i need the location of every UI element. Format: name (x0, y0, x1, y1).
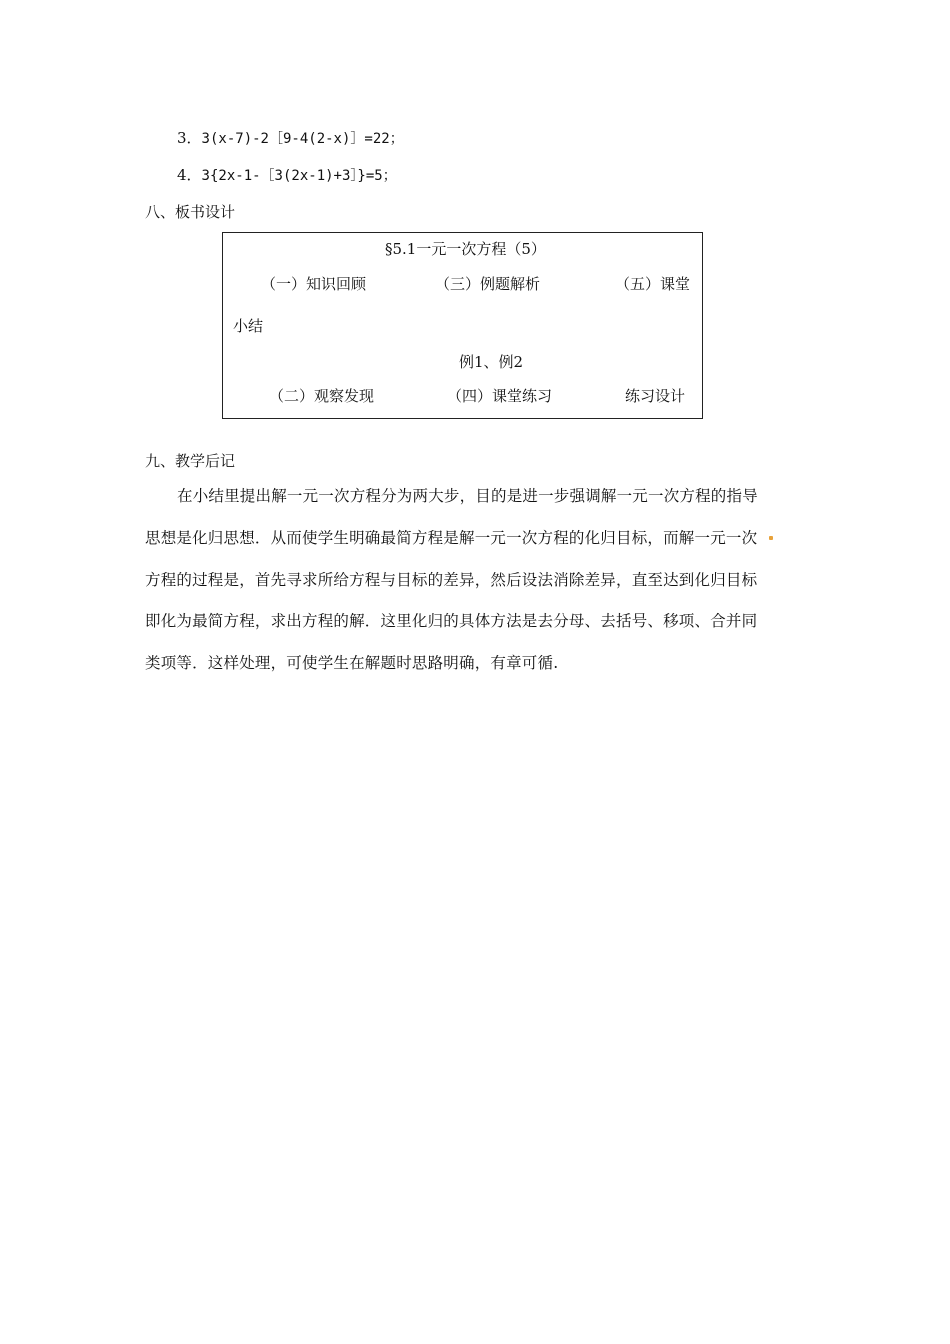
exercise-equation: 3{2x-1-［3(2x-1)+3］}=5； (201, 168, 397, 184)
board-item-examples: （三）例题解析 (435, 275, 541, 293)
exercise-number: 3． (177, 129, 202, 147)
board-item-practice: （四）课堂练习 (447, 387, 553, 405)
exercise-4 (177, 164, 397, 185)
paragraph-line: 类项等．这样处理，可使学生在解题时思路明确，有章可循. (145, 654, 559, 672)
board-design-box (222, 232, 703, 419)
paragraph-line: 思想是化归思想．从而使学生明确最简方程是解一元一次方程的化归目标，而解一元一次 (145, 529, 758, 547)
section-heading-board-design: 八、板书设计 (145, 203, 236, 221)
exercise-3 (177, 127, 404, 148)
cursor-mark (769, 536, 773, 540)
section-heading-teaching-notes: 九、教学后记 (145, 452, 236, 470)
board-item-observe: （二）观察发现 (269, 387, 375, 405)
exercise-equation: 3(x-7)-2［9-4(2-x)］=22； (201, 131, 404, 147)
paragraph-line: 方程的过程是，首先寻求所给方程与目标的差异，然后设法消除差异，直至达到化归目标 (145, 571, 758, 589)
board-item-summary-wrap: 小结 (233, 317, 264, 335)
board-item-review: （一）知识回顾 (261, 275, 367, 293)
board-item-summary: （五）课堂 (615, 275, 691, 293)
board-item-exercise-design: 练习设计 (625, 387, 686, 405)
board-title: §5.1一元一次方程（5） (385, 240, 546, 258)
paragraph-line: 在小结里提出解一元一次方程分为两大步，目的是进一步强调解一元一次方程的指导 (177, 487, 758, 505)
exercise-number: 4． (177, 166, 202, 184)
paragraph-line: 即化为最简方程，求出方程的解．这里化归的具体方法是去分母、去括号、移项、合并同 (145, 612, 758, 630)
board-examples-list: 例1、例2 (459, 353, 524, 371)
